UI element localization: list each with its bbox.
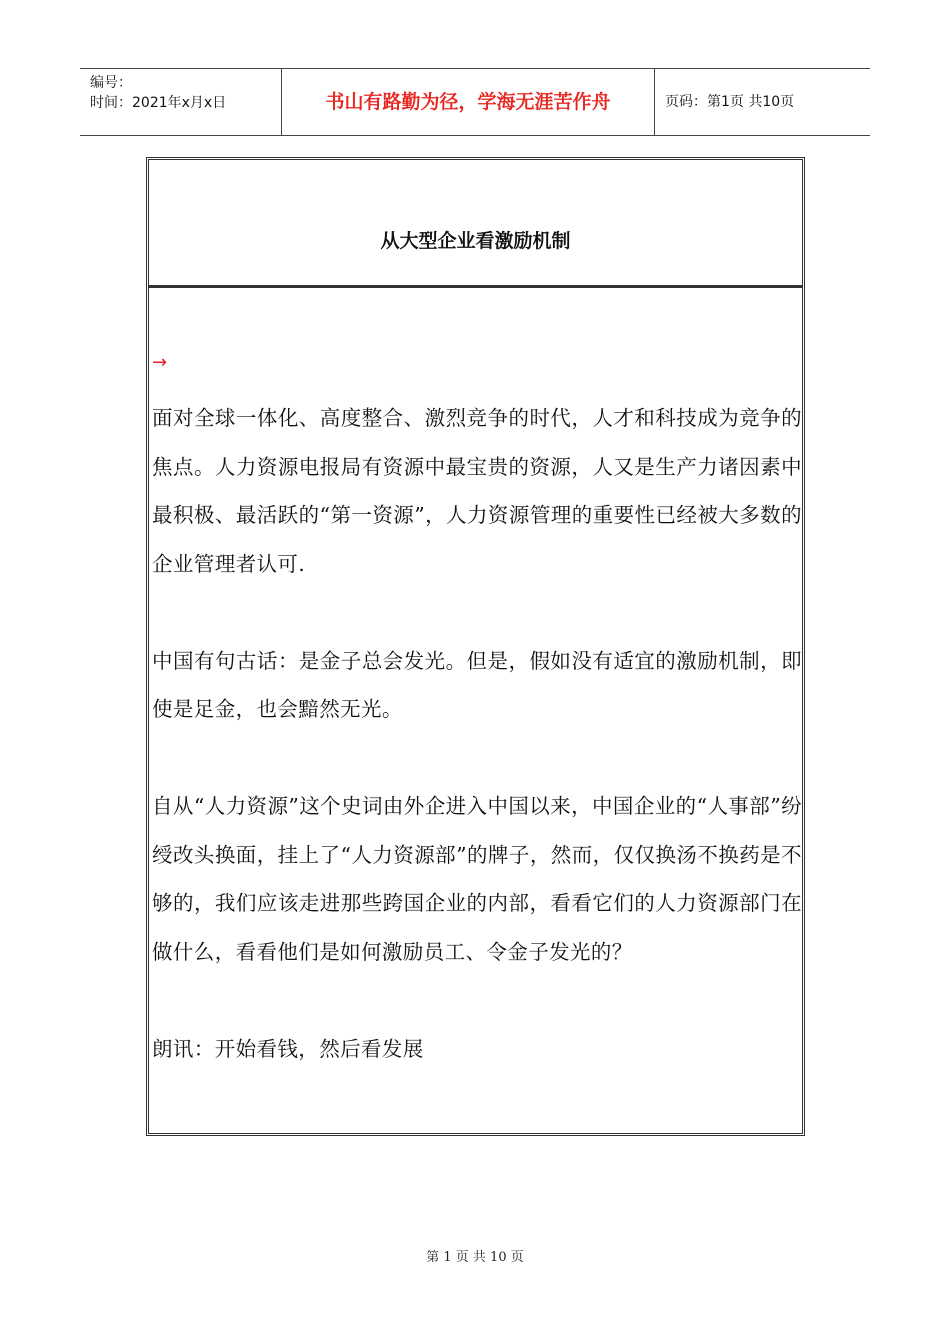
document-body <box>152 394 802 1073</box>
document-title: 从大型企业看激励机制 <box>380 230 571 252</box>
paragraph: 自从“人力资源”这个史词由外企进入中国以来，中国企业的“人事部”纷绶改头换面，挂上了“人力资源部”的牌子，然而，仅仅换汤不换药是不够的，我们应该走进那些跨国企业的内部，看看它们的人力资源部门在做什么，看看他们是如何激励员工、令金子发光的？ <box>152 794 802 964</box>
page-footer: 第 1 页 共 10 页 <box>426 1250 524 1265</box>
header-page-info: 页码：第1页 共10页 <box>665 94 795 110</box>
title-divider <box>149 285 802 288</box>
paragraph: 中国有句古话：是金子总会发光。但是，假如没有适宜的激励机制，即使是足金，也会黯然无光。 <box>152 648 802 721</box>
document-time-label: 时间：2021年x月x日 <box>90 95 227 111</box>
document-number-label: 编号： <box>90 75 132 91</box>
content-box <box>146 157 805 1136</box>
header-divider <box>654 69 655 135</box>
paragraph: 面对全球一体化、高度整合、激烈竞争的时代，人才和科技成为竞争的焦点。人力资源电报局有资源中最宝贵的资源，人又是生产力诸因素中最积极、最活跃的“第一资源”，人力资源管理的重要性已经被大多数的企业管理者认可. <box>152 406 802 576</box>
header-meta <box>90 73 226 113</box>
header-motto: 书山有路勤为径，学海无涯苦作舟 <box>325 91 611 113</box>
page-header <box>80 68 870 136</box>
arrow-icon: → <box>152 352 168 373</box>
section-heading: 朗讯：开始看钱，然后看发展 <box>152 1036 424 1061</box>
